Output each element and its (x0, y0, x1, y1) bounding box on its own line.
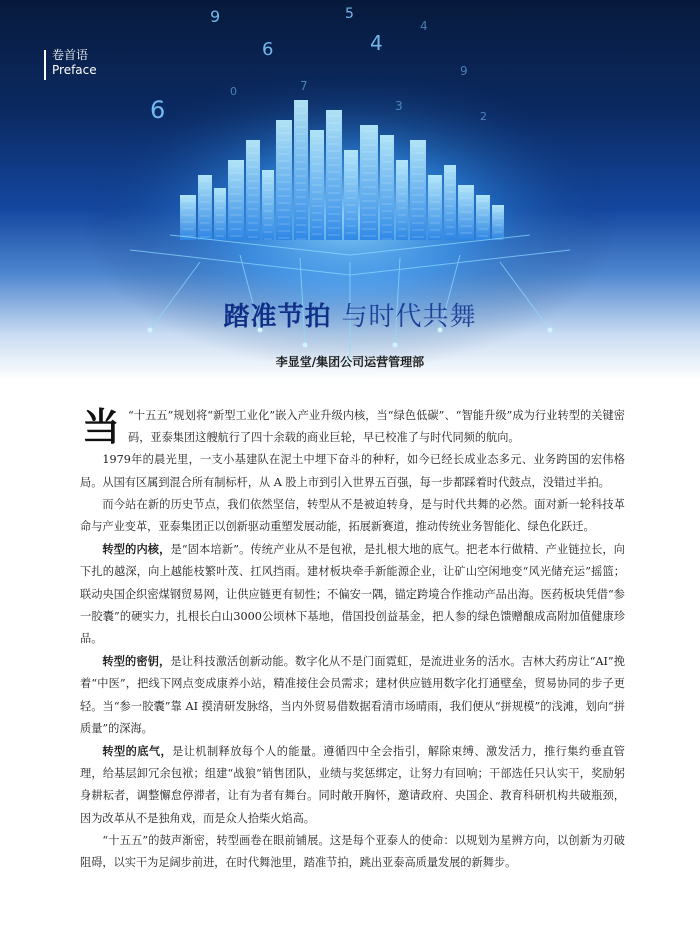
building-shape (360, 125, 378, 240)
paragraph-2 (80, 449, 625, 493)
building-shape (246, 140, 260, 240)
section-label-en: Preface (52, 63, 97, 77)
article-body (80, 405, 625, 874)
building-shape (262, 170, 274, 240)
paragraph-text: “十五五”的鼓声渐密，转型画卷在眼前铺展。这是每个亚泰人的使命：以规划为星辨方向，以创新为刃破阻碍，以实干为足阔步前进，在时代舞池里，踏准节拍，跳出亚泰高质量发展的新舞步。 (80, 833, 625, 870)
building-shape (476, 195, 490, 240)
building-shape (214, 188, 226, 240)
building-shape (380, 135, 394, 240)
paragraph-7 (80, 830, 625, 874)
title-regular: 与时代共舞 (341, 302, 477, 332)
building-shape (180, 195, 196, 240)
hero-digit: 5 (345, 6, 354, 22)
hero-digit: 4 (420, 19, 428, 33)
paragraph-1 (80, 405, 625, 449)
paragraph-text: 而今站在新的历史节点，我们依然坚信，转型从不是被迫转身，是与时代共舞的必然。面对新一轮科技革命与产业变革，亚泰集团正以创新驱动重塑发展动能，拓展新赛道，推动传统业务智能化、绿色化跃迁。 (80, 497, 625, 534)
building-shape (344, 150, 358, 240)
paragraph-lead: 转型的密钥， (102, 654, 171, 669)
hero-digit: 6 (150, 96, 166, 124)
paragraph-lead: 转型的底气， (102, 744, 173, 759)
paragraph-4 (80, 538, 625, 650)
paragraph-text: 1979年的晨光里，一支小基建队在泥土中埋下奋斗的种籽，如今已经长成业态多元、业务跨国的宏伟格局。从国有区属到混合所有制标杆，从 A 股上市到引入世界五百强，每一步都踩着时代鼓点，没错过半拍。 (80, 453, 625, 489)
building-shape (228, 160, 244, 240)
paragraph-text: 是让机制释放每个人的能量。遵循四中全会指引，解除束缚、激发活力，推行集约垂直管理，给基层卸冗余包袱；组建“战狼”销售团队，业绩与奖惩绑定，让努力有回响；干部选任只认实干，奖励躬身耕耘者，调整懈怠停滞者，让有为者有舞台。同时敞开胸怀，邀请政府、央国企、教育科研机构共破瓶颈，因为改革从不是独角戏，而是众人拾柴火焰高。 (80, 745, 625, 825)
paragraph-lead: 转型的内核， (102, 542, 171, 557)
hero-digit: 0 (230, 85, 237, 98)
hero-digit: 7 (300, 79, 308, 93)
hero-digit: 3 (395, 99, 403, 113)
author-byline: 李显堂/集团公司运营管理部 (275, 355, 425, 369)
building-shape (444, 165, 456, 240)
title-bold: 踏准节拍 (223, 302, 332, 332)
building-shape (396, 160, 408, 240)
paragraph-text: 是“固本培新”。传统产业从不是包袱，是扎根大地的底气。把老本行做精、产业链拉长，向下扎的越深，向上越能枝繁叶茂、扛风挡雨。建材板块牵手新能源企业，让矿山空闲地变“风光储充运”摇篮；联动央国企织密煤钢贸易网，让供应链更有韧性；不偏安一隅，锚定跨境合作推动产品出海。医药板块凭借“参一胶囊”的硬实力，扎根长白山3000公顷林下基地，借国投创益基金，把人参的绿色馈赠酿成高附加值健康珍品。 (80, 543, 625, 646)
paragraph-5 (80, 650, 625, 740)
building-shape (326, 110, 342, 240)
hero-digit: 4 (370, 31, 383, 55)
building-shape (410, 140, 426, 240)
section-tag (52, 48, 97, 78)
hero-digit: 9 (210, 7, 221, 26)
drop-cap: 当 (82, 404, 121, 449)
article-title (0, 296, 700, 333)
hero-digit: 6 (262, 39, 274, 60)
building-shape (458, 185, 474, 240)
building-shape (492, 205, 504, 240)
hero-digit: 9 (460, 64, 468, 78)
paragraph-text: 是让科技激活创新动能。数字化从不是门面霓虹，是流进业务的活水。吉林大药房让“AI”挽着“中医”，把线下网点变成康养小站，精准接住会员需求；建材供应链用数字化打通壁垒，贸易协同的步子更轻。当“参一胶囊”靠 AI 摸清研发脉络，当内外贸易借数据看清市场晴雨，我们便从“拼规模”的浅滩，划向“拼质量”的深海。 (80, 655, 625, 735)
paragraph-6 (80, 740, 625, 830)
paragraph-3 (80, 494, 625, 538)
building-shape (276, 120, 292, 240)
hero-digit: 2 (480, 110, 487, 123)
building-shape (294, 100, 308, 240)
paragraph-text: “十五五”规划将“新型工业化”嵌入产业升级内核，当“绿色低碳”、“智能升级”成为行业转型的关键密码，亚泰集团这艘航行了四十余载的商业巨轮，早已校准了与时代同频的航向。 (128, 409, 625, 445)
section-divider (44, 50, 46, 80)
section-label-cn: 卷首语 (52, 48, 89, 62)
